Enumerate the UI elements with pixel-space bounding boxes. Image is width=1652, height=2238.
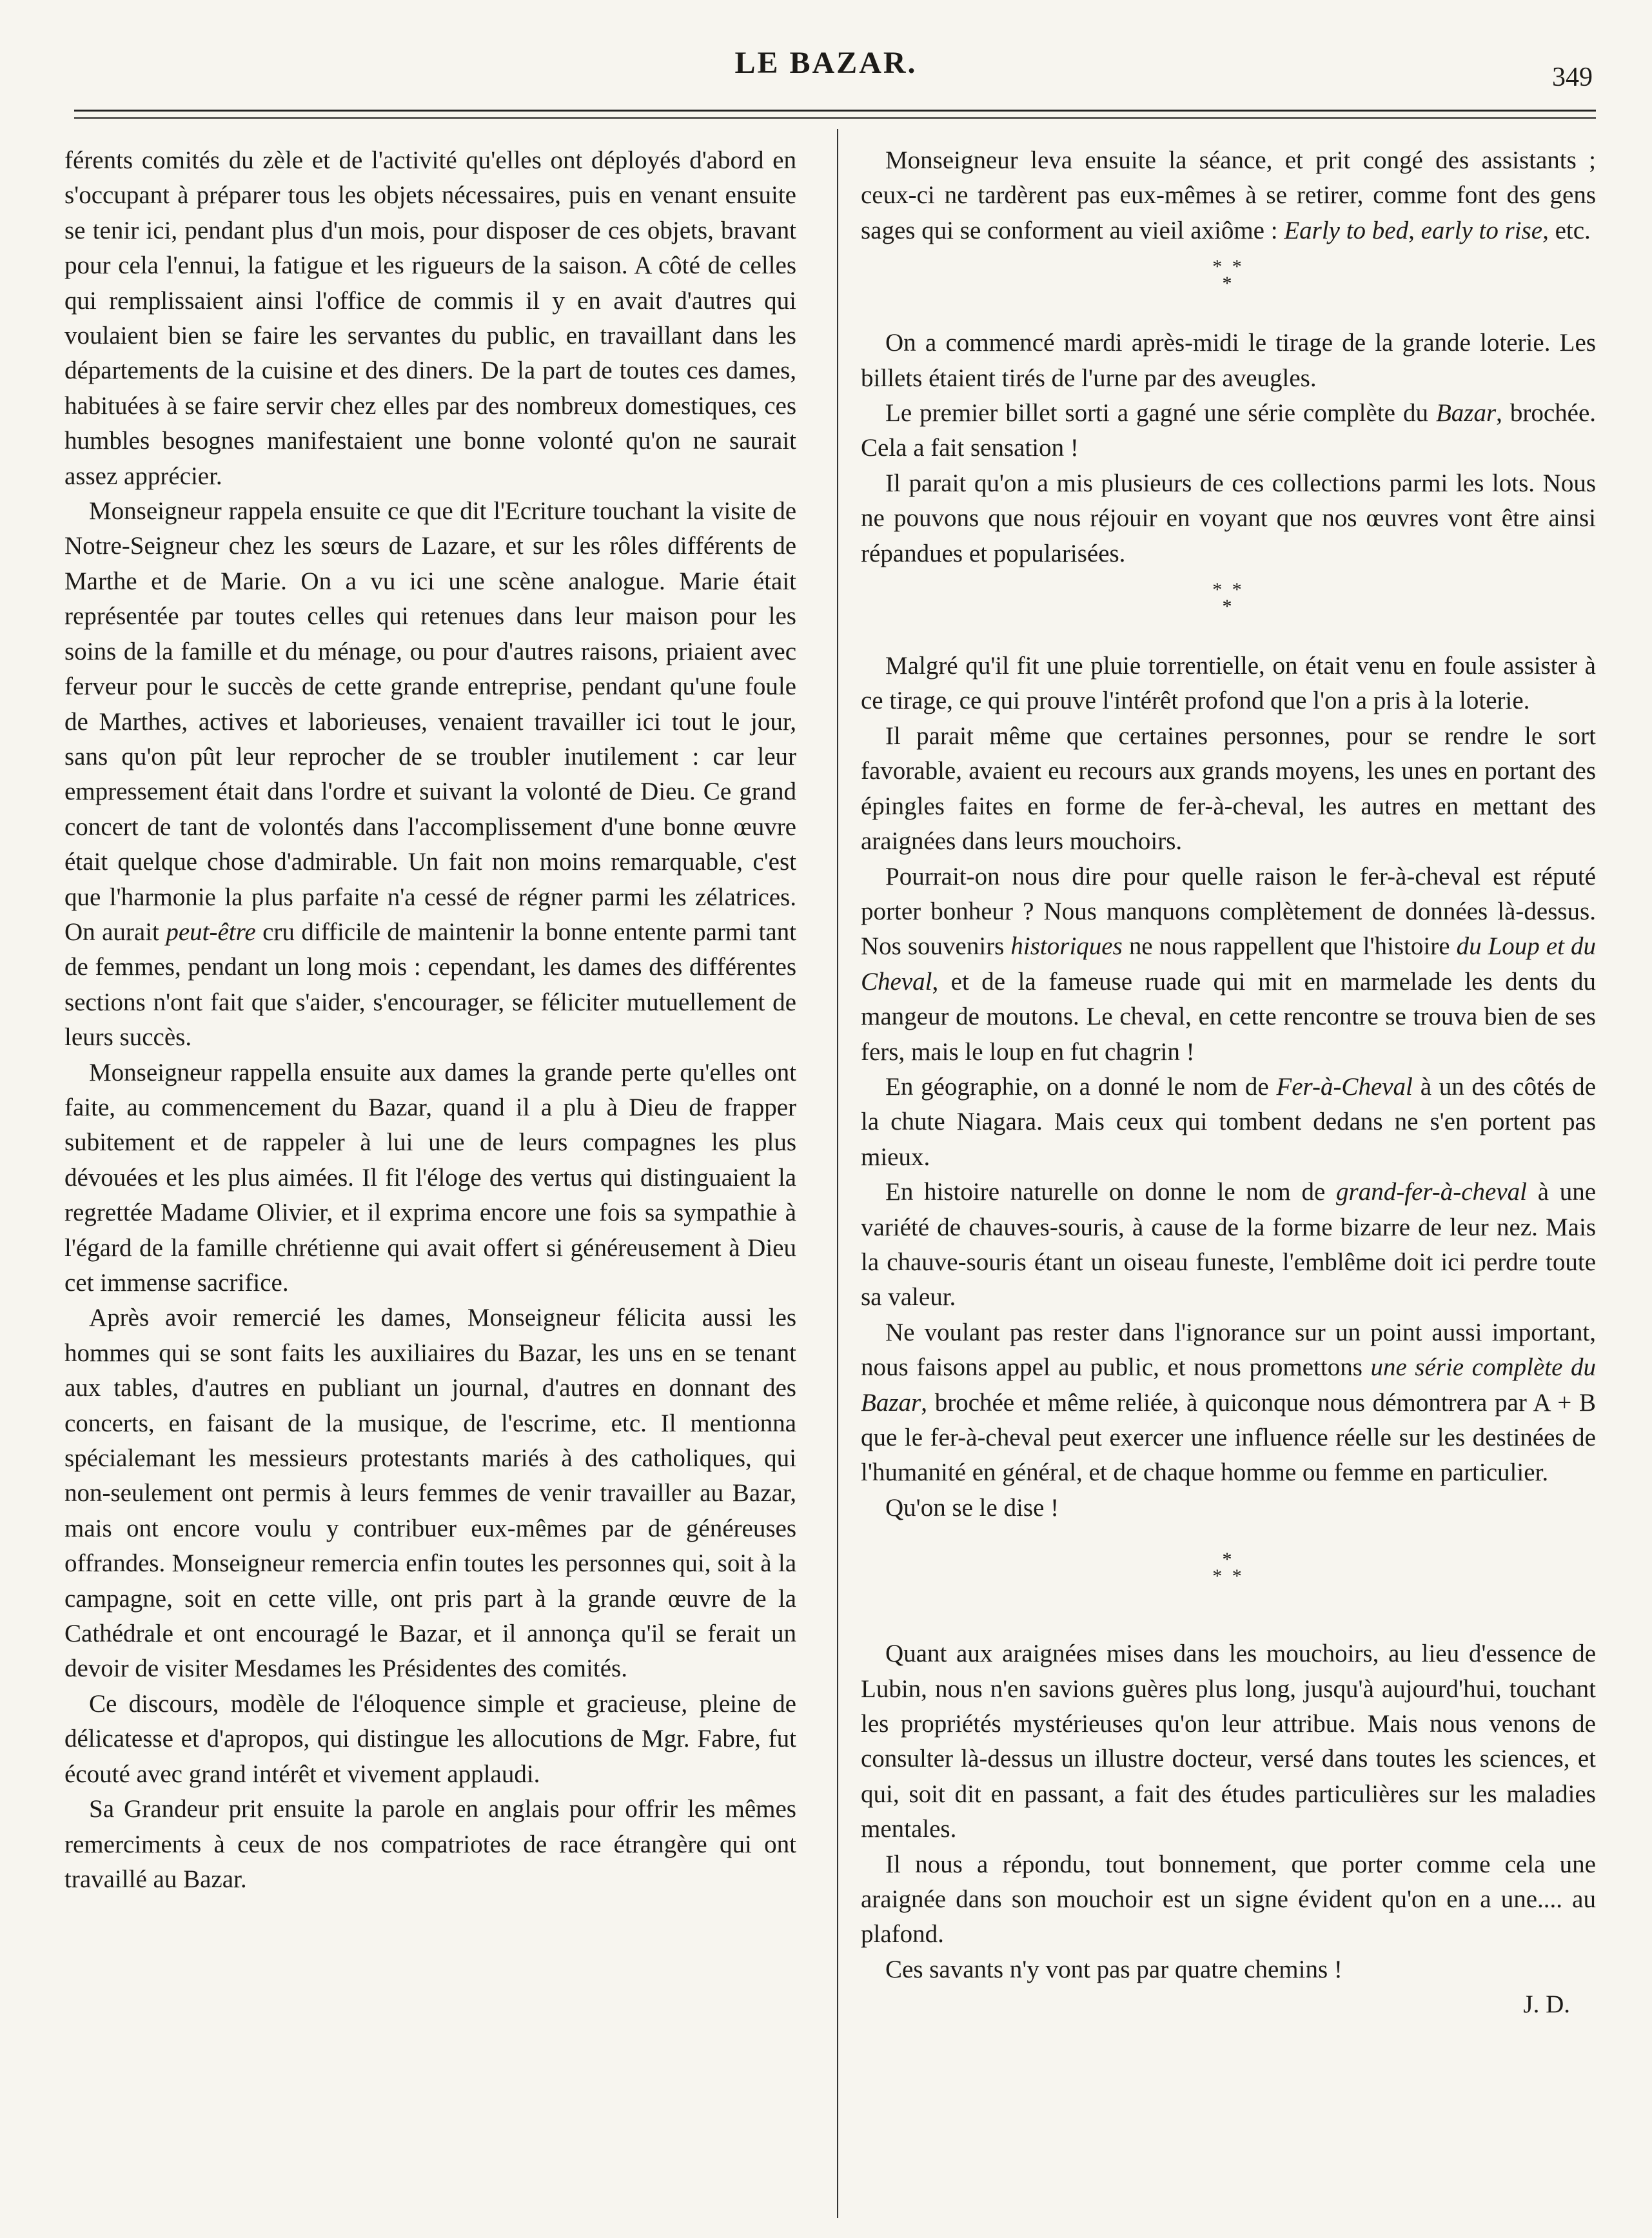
signature: J. D. bbox=[1523, 1990, 1570, 2019]
asterism-separator: * * * bbox=[1212, 256, 1244, 295]
article-paragraph: Le premier billet sorti a gagné une série complète du Bazar, brochée. Cela a fait sensation ! bbox=[861, 399, 1597, 462]
article-paragraph: Malgré qu'il fit une pluie torrentielle, on était venu en foule assister à ce tirage, ce qui prouve l'intérêt profond que l'on a pris à la loterie. bbox=[861, 652, 1596, 715]
header-rule-thick bbox=[74, 110, 1596, 112]
column-divider bbox=[837, 129, 838, 2218]
left-column bbox=[64, 143, 796, 1897]
article-paragraph: Quant aux araignées mises dans les mouchoirs, au lieu d'essence de Lubin, nous n'en savions guères plus long, jusqu'à aujourd'hui, touchant les propriétés mystérieuses qu'on leur attribue. Mais nous venons de consulter là-dessus un illustre docteur, versé dans toutes les sciences, et qui, soit dit en passant, a fait des études particulières sur les maladies mentales. bbox=[861, 1640, 1596, 1843]
article-paragraph: Il parait même que certaines personnes, pour se rendre le sort favorable, avaient eu recours aux grands moyens, les unes en portant des épingles faites en forme de fer-à-cheval, les autres en mettant des araignées dans leurs mouchoirs. bbox=[861, 721, 1596, 856]
article-paragraph: Pourrait-on nous dire pour quelle raison le fer-à-cheval est réputé porter bonheur ? Nous manquons complètement de données là-dessus. Nos souvenirs historiques ne nous rappellent que l'histoire du Loup et du Cheval, et de la fameuse ruade qui mit en marmelade les dents du mangeur de moutons. Le cheval, en cette rencontre se trouva bien de ses fers, mais le loup en fut chagrin ! bbox=[861, 862, 1597, 1066]
right-column bbox=[861, 143, 1596, 2023]
page-header-title: LE BAZAR. bbox=[734, 46, 918, 80]
page-number: 349 bbox=[1552, 63, 1593, 92]
article-paragraph: Après avoir remercié les dames, Monseigneur félicita aussi les hommes qui se sont faits les auxiliaires du Bazar, les uns en se tenant aux tables, d'autres en publiant un journal, d'autres en donnant des concerts, en faisant de la musique, de l'escrime, etc. Il mentionna spécialemant les messieurs protestants mariés à des catholiques, qui non-seulement ont permis à leurs femmes de venir travailler au Bazar, mais ont encore voulu y contribuer eux-mêmes par de généreuses offrandes. Monseigneur remercia enfin toutes les personnes qui, soit à la campagne, soit en cette ville, ont pris part à la grande œuvre de la Cathédrale et ont encouragé le Bazar, et il annonça qu'il se ferait un devoir de visiter Mesdames les Présidentes des comités. bbox=[64, 1304, 796, 1683]
article-paragraph: En histoire naturelle on donne le nom de grand-fer-à-cheval à une variété de chauves-souris, à cause de la forme bizarre de leur nez. Mais la chauve-souris étant un oiseau funeste, l'emblême doit ici perdre toute sa valeur. bbox=[861, 1178, 1597, 1311]
article-paragraph: férents comités du zèle et de l'activité qu'elles ont déployés d'abord en s'occupant à préparer tous les objets nécessaires, puis en venant ensuite se tenir ici, pendant plus d'un mois, pour disposer de ces objets, bravant pour cela l'ennui, la fatigue et les rigueurs de la saison. A côté de celles qui remplissaient ainsi l'office de commis il y en avait d'autres qui voulaient bien se faire les servantes du public, en travaillant dans les départements de la cuisine et des diners. De la part de toutes ces dames, habituées à se faire servir chez elles par des nombreux domestiques, ces humbles besognes manifestaient une bonne volonté qu'on ne saurait assez apprécier. bbox=[64, 146, 796, 490]
article-paragraph: Sa Grandeur prit ensuite la parole en anglais pour offrir les mêmes remerciments à ceux de nos compatriotes de race étrangère qui ont travaillé au Bazar. bbox=[64, 1795, 796, 1893]
header-rule-thin bbox=[74, 117, 1596, 119]
article-paragraph: Il parait qu'on a mis plusieurs de ces collections parmi les lots. Nous ne pouvons que nous réjouir en voyant que nos œuvres vont être ainsi répandues et popularisées. bbox=[861, 469, 1596, 567]
article-paragraph: Monseigneur rappella ensuite aux dames la grande perte qu'elles ont faite, au commencement du Bazar, quand il a plu à Dieu de frapper subitement et de rappeler à lui une de leurs compagnes les plus dévouées et les plus aimées. Il fit l'éloge des vertus qui distinguaient la regrettée Madame Olivier, et il exprima encore une fois sa sympathie à l'égard de la famille chrétienne qui avait offert si généreusement à Dieu cet immense sacrifice. bbox=[64, 1058, 796, 1297]
article-paragraph: Ces savants n'y vont pas par quatre chemins ! bbox=[885, 1955, 1342, 1983]
asterism-separator: * * * bbox=[1212, 1549, 1244, 1587]
article-paragraph: Ce discours, modèle de l'éloquence simple et gracieuse, pleine de délicatesse et d'apropos, qui distingue les allocutions de Mgr. Fabre, fut écouté avec grand intérêt et vivement applaudi. bbox=[64, 1689, 796, 1788]
article-paragraph: Ne voulant pas rester dans l'ignorance sur un point aussi important, nous faisons appel au public, et nous promettons une série complète du Bazar, brochée et même reliée, à quiconque nous démontrera par A + B que le fer-à-cheval peut exercer une influence réelle sur les destinées de l'humanité en général, et de chaque homme ou femme en particulier. bbox=[861, 1318, 1596, 1487]
article-paragraph: Monseigneur rappela ensuite ce que dit l'Ecriture touchant la visite de Notre-Seigneur chez les sœurs de Lazare, et sur les rôles différents de Marthe et de Marie. On a vu ici une scène analogue. Marie était représentée par toutes celles qui retenues dans leur maison pour les soins de la famille et du ménage, ou pour d'autres raisons, priaient avec ferveur pour le succès de cette grande entreprise, pendant qu'une foule de Marthes, actives et laborieuses, venaient travailler ici tout le jour, sans qu'on pût leur reprocher de se troubler inutilement : car leur empressement était dans l'ordre et suivant la volonté de Dieu. Ce grand concert de tant de volontés dans l'accomplissement d'une bonne œuvre était quelque chose d'admirable. Un fait non moins remarquable, c'est que l'harmonie la plus parfaite n'a cessé de régner parmi les zélatrices. On aurait peut-être cru difficile de maintenir la bonne entente parmi tant de femmes, pendant un long mois : cependant, les dames des différentes sections n'ont fait que s'aider, s'encourager, se féliciter mutuellement de leurs succès. bbox=[64, 497, 796, 1052]
article-paragraph: Il nous a répondu, tout bonnement, que porter comme cela une araignée dans son mouchoir est un signe évident qu'on en a une.... au plafond. bbox=[861, 1850, 1596, 1948]
asterism-separator: * * * bbox=[1212, 579, 1244, 618]
article-paragraph: Qu'on se le dise ! bbox=[885, 1493, 1059, 1522]
article-paragraph: En géographie, on a donné le nom de Fer-à-Cheval à un des côtés de la chute Niagara. Mais ceux qui tombent dedans ne s'en portent pas mieux. bbox=[861, 1072, 1597, 1171]
article-paragraph: Monseigneur leva ensuite la séance, et prit congé des assistants ; ceux-ci ne tardèrent pas eux-mêmes à se retirer, comme font des gens sages qui se conforment au vieil axiôme : Early to bed, early to rise, etc. bbox=[861, 146, 1596, 244]
article-paragraph: On a commencé mardi après-midi le tirage de la grande loterie. Les billets étaient tirés de l'urne par des aveugles. bbox=[861, 329, 1596, 392]
